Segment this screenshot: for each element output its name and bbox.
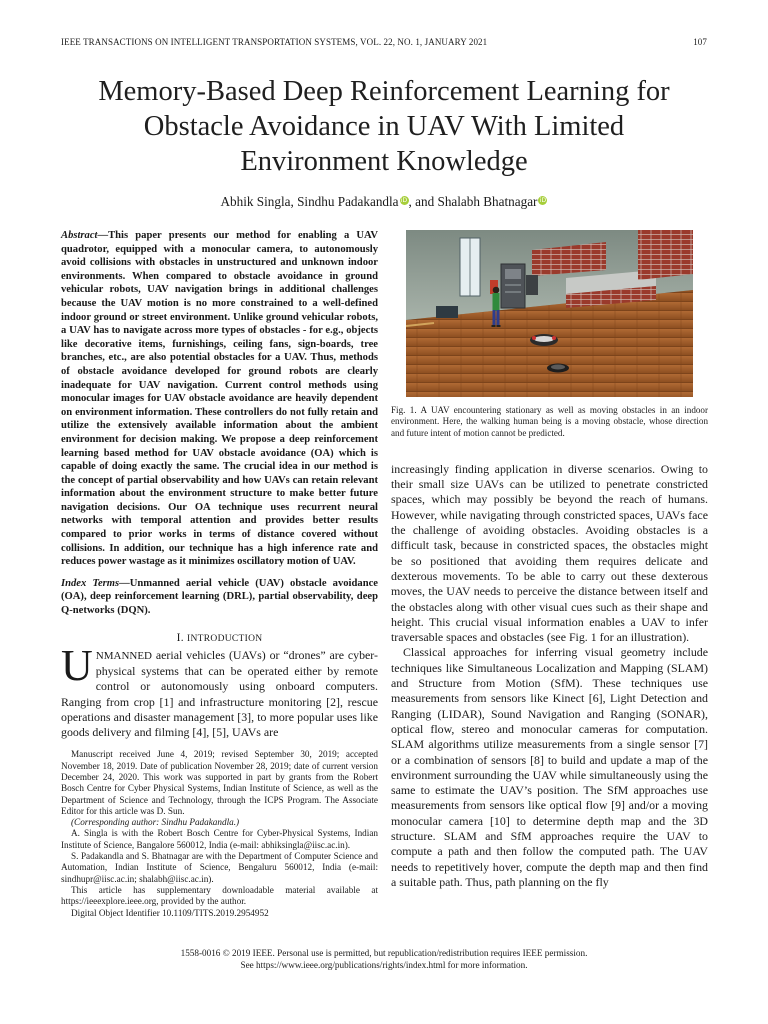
index-terms-dash: — xyxy=(119,577,130,589)
abstract xyxy=(61,229,378,569)
abstract-text: This paper presents our method for enabling a UAV quadrotor, equipped with a monocular camera, to autonomously avoid collisions with obstacles in unstructured and unknown indoor environments. When compared to obstacle avoidance in ground vehicular robots, UAV navigation brings in additional challenges because the UAV motion is no more constrained to a well-defined indoor ground or street environment. Unlike ground vehicular robots, a UAV has to navigate across more types of obstacles - for e.g., objects like decorative items, furnishings, ceiling fans, sign-boards, tree branches, etc., are also potential obstacles for a UAV. Thus, methods of obstacle avoidance developed for ground robots are clearly inadequate for UAV navigation. Current control methods using monocular images for UAV obstacle avoidance are heavily dependent on environment information. These controllers do not fully retain and utilize the extensively available information about the ambient environment for decision making. We propose a deep reinforcement learning based method for UAV obstacle avoidance (OA) which is capable of doing exactly the same. The crucial idea in our method is the concept of partial observability and how UAVs can retain relevant information about the environment structure to make better future navigation decisions. Our OA technique uses recurrent neural networks with temporal attention and provides better results compared to prior works in terms of distance covered without collisions. In addition, our technique has a high inference rate and reduces power wastage as it minimizes oscillatory motion of UAV. xyxy=(61,230,378,568)
title-line-1: Memory-Based Deep Reinforcement Learning for xyxy=(98,76,670,107)
right-paragraph-1: increasingly finding application in diverse scenarios. Owing to their small size UAVs can be utilized to penetrate constricted spaces, which may possibly be beyond the reach of humans. However, while navigating through constricted spaces, UAVs face the challenge of avoiding obstacles. Avoiding obstacles is a difficult task, because in constricted spaces, the obstacles might be so positioned that avoiding them requires delicate and dexterous movements. To be able to carry out these dexterous moves, the UAV needs to perceive the distance between itself and the obstacles along with other visual cues such as their shape and height. This crucial visual information enables a UAV to infer traversable spaces and obstacles (see Fig. 1 for an illustration). xyxy=(391,461,708,645)
index-terms-label: Index Terms xyxy=(61,577,120,589)
footnote-supplementary: This article has supplementary downloadable material available at https://ieeexplore.ieee.org, provided by the author. xyxy=(61,884,378,907)
journal-name: IEEE TRANSACTIONS ON INTELLIGENT TRANSPORTATION SYSTEMS, VOL. 22, NO. 1, JANUARY 2021 xyxy=(61,37,488,47)
copyright-line-2: See https://www.ieee.org/publications/rights/index.html for more information. xyxy=(240,959,528,970)
running-header xyxy=(61,37,707,51)
index-terms-text: Unmanned aerial vehicle (UAV) obstacle avoidance (OA), deep reinforcement learning (DRL), partial observability, deep Q-networks (DQN). xyxy=(61,577,378,617)
figure-1-image xyxy=(406,230,693,397)
drop-cap: U xyxy=(61,640,93,690)
intro-paragraph-text: aerial vehicles (UAVs) or “drones” are cyber-physical systems that can be operated either by remote control or autonomously using onboard computers. Ranging from crop [1] and infrastructure monitoring [2], rescue operations and disaster management [3], to more popular uses like goods delivery and filming [4], [5], UAVs are xyxy=(61,647,378,740)
author-names-1: Abhik Singla, Sindhu Padakandla xyxy=(220,194,399,209)
orcid-icon[interactable]: iD xyxy=(539,197,547,204)
intro-first-words: NMANNED xyxy=(95,649,153,662)
title-line-3: Environment Knowledge xyxy=(240,146,528,177)
title-line-2: Obstacle Avoidance in UAV With Limited xyxy=(143,111,625,142)
author-names-2: , and Shalabh Bhatnagar xyxy=(408,194,538,209)
footnote-received: Manuscript received June 4, 2019; revised September 30, 2019; accepted November 18, 2019. Date of publication November 28, 2019; date of current version December 24, 2020. This work was supported in part by grants from the Robert Bosch Centre for Cyber Physical Systems, Indian Institute of Science, as well as the Department of Science and Technology, through the ICPS Program. The Associate Editor for this article was D. Sun. xyxy=(61,749,378,816)
introduction-text xyxy=(61,640,378,741)
footnote-corresponding: (Corresponding author: Sindhu Padakandla.) xyxy=(71,817,240,828)
footnote-singla: A. Singla is with the Robert Bosch Centre for Cyber-Physical Systems, Indian Institute of Science, Bangalore 560012, India (e-mail: abhiksingla@iisc.ac.in). xyxy=(61,828,378,850)
copyright-notice xyxy=(40,948,728,971)
copyright-line-1: 1558-0016 © 2019 IEEE. Personal use is permitted, but republication/redistribution requires IEEE permission. xyxy=(180,948,588,958)
abstract-dash: — xyxy=(97,230,109,241)
paper-title xyxy=(40,74,728,179)
orcid-icon[interactable]: iD xyxy=(400,197,408,204)
right-paragraph-2: Classical approaches for inferring visual geometry include techniques like Simultaneous Localization and Mapping (SLAM) and Structure from Motion (SfM). These techniques use measurements from sensors like Kinect [6], Light Detection and Ranging (LIDAR), Sound Navigation and Ranging (SONAR), optical flow, stereo and monocular cameras for computation. SLAM algorithms utilize measurements from a single sensor [7] or a combination of sensors [8] to build and update a map of the environment surrounding the UAV while simultaneously using the same to estimate the UAV’s position. The SfM approaches use measurements from sensors like optical flow [9] and/or a moving monocular camera [10] to determine depth map and the 3D structure. SLAM and SfM approaches require the UAV to compute a path and then follow the computed path. The UAV needs to repetitively hover, compute the depth map and then find a suitable path. Thus, path planning on the fly xyxy=(391,645,708,889)
uav-indoor-scene xyxy=(406,230,693,397)
footnotes xyxy=(61,749,378,918)
section-title: INTRODUCTION xyxy=(187,633,263,644)
footnote-padakandla: S. Padakandla and S. Bhatnagar are with the Department of Computer Science and Automation, Indian Institute of Science, Bengaluru 560012, India (e-mail: sindhupr@iisc.ac.in; shalabh@iisc.ac.in). xyxy=(61,851,378,884)
right-column-text xyxy=(391,462,708,890)
left-column xyxy=(61,226,378,919)
abstract-label: Abstract xyxy=(61,230,98,241)
intro-paragraph-1 xyxy=(61,640,378,741)
right-column xyxy=(391,226,708,890)
author-list xyxy=(40,194,728,210)
footnote-doi: Digital Object Identifier 10.1109/TITS.2019.2954952 xyxy=(71,907,269,918)
section-number: I. xyxy=(176,631,188,644)
figure-1-caption: Fig. 1. A UAV encountering stationary as well as moving obstacles in an indoor environment. Here, the walking human being is a moving obstacle, whose direction and future intent of motion cannot be predicted. xyxy=(391,405,708,438)
index-terms xyxy=(61,577,378,618)
section-heading-introduction xyxy=(61,632,378,644)
page-number: 107 xyxy=(693,37,707,47)
